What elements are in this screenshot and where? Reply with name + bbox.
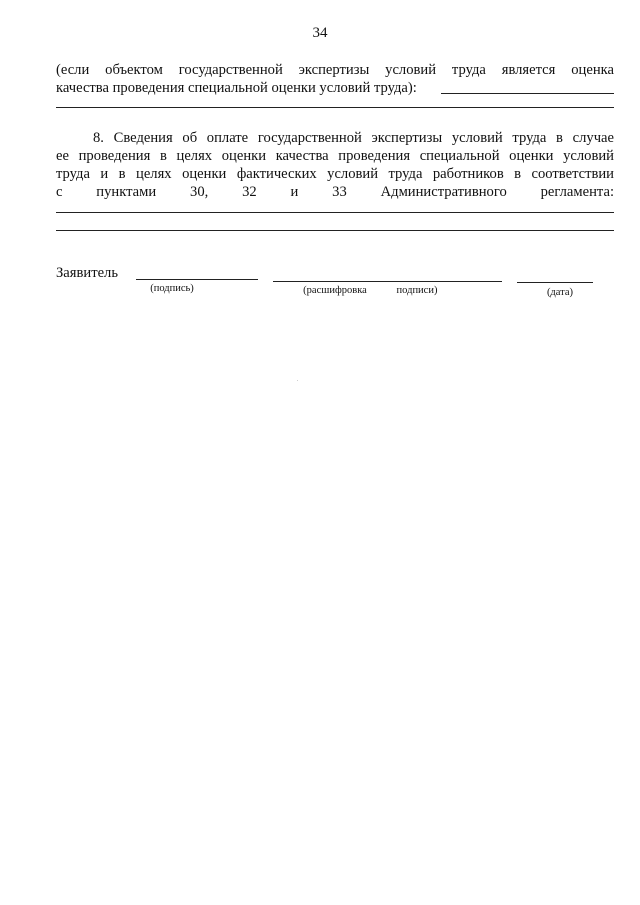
- section8-text-line-2: ее проведения в целях оценки качества проведения специальной оценки условий: [56, 148, 614, 164]
- section7-answer-line-1: [441, 93, 614, 94]
- name-decoding-line: [273, 281, 502, 282]
- section8-text-line-4: с пунктами 30, 32 и 33 Административного регламента:: [56, 184, 614, 200]
- section7-text-line-2: качества проведения специальной оценки условий труда):: [56, 80, 417, 96]
- name-decoding-caption-2: подписи): [396, 285, 438, 296]
- scan-speck: [297, 380, 298, 381]
- section8-answer-line-2: [56, 230, 614, 231]
- applicant-label: Заявитель: [56, 265, 118, 281]
- date-line: [517, 282, 593, 283]
- signature-caption: (подпись): [150, 283, 194, 294]
- section8-text-line-1: 8. Сведения об оплате государственной экспертизы условий труда в случае: [93, 130, 614, 146]
- section8-text-line-3: труда и в целях оценки фактических условий труда работников в соответствии: [56, 166, 614, 182]
- page-number: 34: [312, 25, 328, 41]
- section8-answer-line-1: [56, 212, 614, 213]
- section7-answer-line-2: [56, 107, 614, 108]
- signature-line: [136, 279, 258, 280]
- name-decoding-caption-1: (расшифровка: [303, 285, 367, 296]
- section7-text-line-1: (если объектом государственной экспертизы условий труда является оценка: [56, 62, 614, 78]
- date-caption: (дата): [546, 287, 574, 298]
